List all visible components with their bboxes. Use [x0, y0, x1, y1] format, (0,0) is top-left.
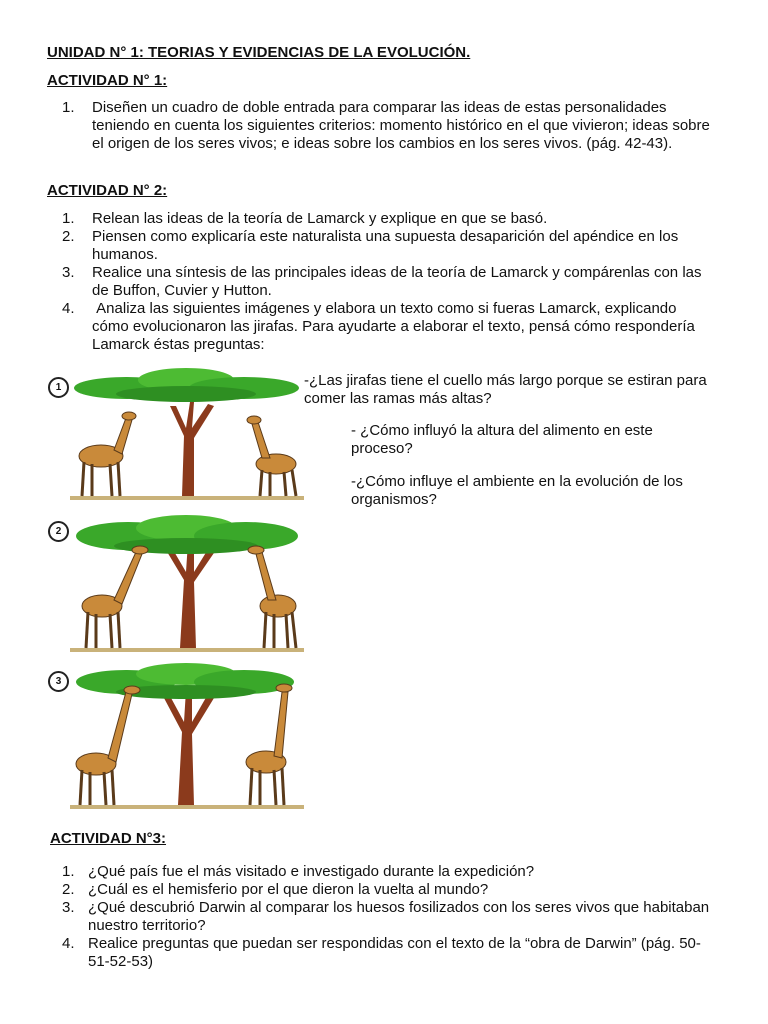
giraffe-illustration-1 — [66, 366, 306, 506]
unit-title: UNIDAD N° 1: TEORIAS Y EVIDENCIAS DE LA EVOLUCIÓN. — [47, 44, 471, 61]
item-text: Realice preguntas que puedan ser respondidas con el texto de la “obra de Darwin” (pág. 50-51-52-53) — [88, 935, 701, 970]
giraffe-right — [247, 416, 296, 496]
ground — [70, 496, 304, 500]
item-text: Diseñen un cuadro de doble entrada para comparar las ideas de estas personalidades teniendo en cuenta los siguientes criterios: momento histórico en el que vivieron; ideas sobre el origen de los seres vivos; e ideas sobre los cambios en los seres vivos. (pág. 42-43). — [92, 99, 710, 152]
item-number: 4. — [62, 300, 75, 317]
giraffe-illustration-3 — [66, 662, 306, 812]
tree — [74, 368, 299, 496]
activity-1-heading: ACTIVIDAD N° 1: — [47, 72, 168, 89]
question-3: -¿Cómo influye el ambiente en la evolución de los organismos? — [351, 473, 683, 508]
item-number: 1. — [62, 863, 75, 880]
item-number: 3. — [62, 264, 75, 281]
item-text: Analiza las siguientes imágenes y elabora un texto como si fueras Lamarck, explicando cómo evolucionaron las jirafas. Para ayudarte a elaborar el texto, pensá cómo respondería Lamarck éstas preguntas: — [92, 300, 700, 353]
item-number: 1. — [62, 210, 75, 227]
list-item — [62, 899, 712, 935]
item-text: ¿Qué país fue el más visitado e investigado durante la expedición? — [88, 863, 535, 880]
panel-number-3: 3 — [48, 671, 69, 692]
giraffe-left — [79, 412, 136, 496]
item-number: 1. — [62, 99, 75, 116]
item-text: Relean las ideas de la teoría de Lamarck y explique en que se basó. — [92, 210, 548, 227]
giraffe-illustration-2 — [66, 514, 306, 654]
item-text: ¿Qué descubrió Darwin al comparar los huesos fosilizados con los seres vivos que habitaban nuestro territorio? — [88, 899, 710, 934]
giraffe-left — [76, 686, 140, 805]
list-item — [62, 300, 712, 354]
giraffe-right — [246, 684, 292, 805]
item-number: 2. — [62, 228, 75, 245]
item-number: 4. — [62, 935, 75, 952]
giraffe-left — [82, 546, 148, 648]
item-text: Piensen como explicaría este naturalista una supuesta desaparición del apéndice en los humanos. — [92, 228, 679, 263]
activity-2-heading: ACTIVIDAD N° 2: — [47, 182, 168, 199]
list-item — [62, 863, 712, 881]
item-number: 3. — [62, 899, 75, 916]
list-item — [62, 210, 712, 228]
ground — [70, 805, 304, 809]
list-item — [62, 264, 712, 300]
list-item — [62, 99, 712, 153]
item-text: Realice una síntesis de las principales ideas de la teoría de Lamarck y compárenlas con las de Buffon, Cuvier y Hutton. — [92, 264, 702, 299]
question-1: -¿Las jirafas tiene el cuello más largo porque se estiran para comer las ramas más altas? — [304, 372, 707, 407]
panel-number-2: 2 — [48, 521, 69, 542]
activity-3-heading: ACTIVIDAD N°3: — [50, 830, 167, 847]
question-2: - ¿Cómo influyó la altura del alimento en este proceso? — [351, 422, 653, 457]
list-item — [62, 935, 712, 971]
list-item — [62, 228, 712, 264]
item-text: ¿Cuál es el hemisferio por el que dieron la vuelta al mundo? — [88, 881, 489, 898]
list-item — [62, 881, 712, 899]
giraffe-right — [248, 546, 296, 648]
item-number: 2. — [62, 881, 75, 898]
panel-number-1: 1 — [48, 377, 69, 398]
ground — [70, 648, 304, 652]
